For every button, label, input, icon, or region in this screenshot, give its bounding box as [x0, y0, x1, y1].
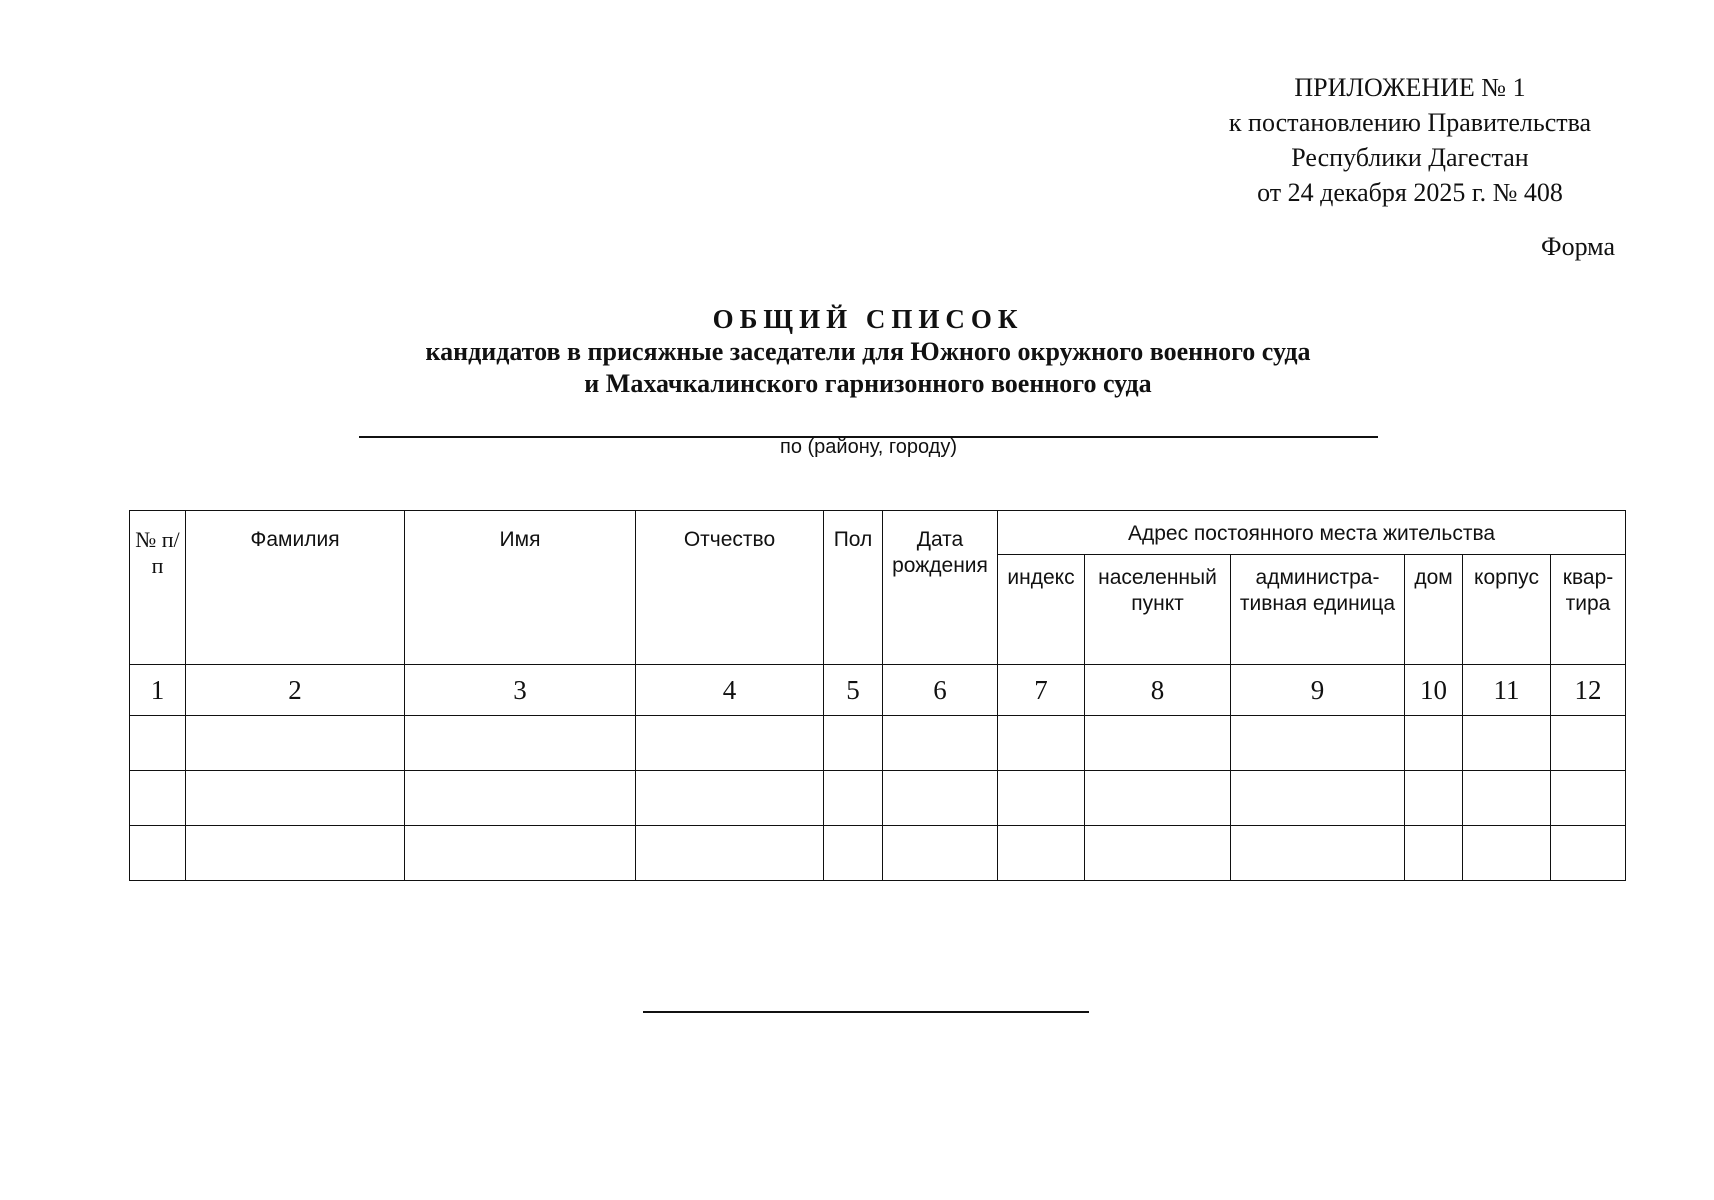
blank-cell[interactable]	[636, 826, 824, 881]
column-number: 12	[1551, 665, 1626, 716]
column-number: 3	[405, 665, 636, 716]
blank-cell[interactable]	[998, 716, 1085, 771]
header-name: Имя	[405, 511, 636, 665]
appendix-resolution: к постановлению Правительства	[1228, 108, 1592, 137]
blank-cell[interactable]	[186, 826, 405, 881]
signature-line	[643, 1011, 1089, 1013]
header-row-1	[130, 511, 1626, 555]
blank-cell[interactable]	[883, 771, 998, 826]
blank-cell[interactable]	[405, 716, 636, 771]
column-number: 4	[636, 665, 824, 716]
document-title	[300, 302, 1436, 400]
blank-cell[interactable]	[1231, 826, 1405, 881]
table-row	[130, 771, 1626, 826]
column-number: 11	[1463, 665, 1551, 716]
column-number: 10	[1405, 665, 1463, 716]
column-number-row	[130, 665, 1626, 716]
header-patronymic: Отчество	[636, 511, 824, 665]
header-num: № п/п	[130, 511, 186, 665]
blank-cell[interactable]	[824, 826, 883, 881]
table-row	[130, 826, 1626, 881]
appendix-date: от 24 декабря 2025 г. № 408	[1257, 178, 1563, 207]
blank-cell[interactable]	[186, 716, 405, 771]
table-row	[130, 716, 1626, 771]
header-building: корпус	[1463, 555, 1551, 665]
title-main: ОБЩИЙ СПИСОК	[712, 304, 1024, 334]
blank-cell[interactable]	[130, 716, 186, 771]
blank-cell[interactable]	[130, 826, 186, 881]
blank-cell[interactable]	[405, 771, 636, 826]
blank-cell[interactable]	[1085, 826, 1231, 881]
column-number: 6	[883, 665, 998, 716]
title-subtitle-1: кандидатов в присяжные заседатели для Южного окружного военного суда	[425, 337, 1311, 366]
header-locality: населенный пункт	[1085, 555, 1231, 665]
title-subtitle-2: и Махачкалинского гарнизонного военного суда	[584, 369, 1152, 398]
header-birth-date: Дата рождения	[883, 511, 998, 665]
district-fill-caption: по (району, городу)	[780, 436, 957, 458]
blank-cell[interactable]	[1085, 771, 1231, 826]
appendix-republic: Республики Дагестан	[1291, 143, 1529, 172]
blank-cell[interactable]	[130, 771, 186, 826]
blank-cell[interactable]	[1551, 716, 1626, 771]
blank-cell[interactable]	[1085, 716, 1231, 771]
column-number: 2	[186, 665, 405, 716]
blank-cell[interactable]	[1463, 716, 1551, 771]
header-address: Адрес постоянного места жительства	[998, 511, 1626, 555]
column-number: 7	[998, 665, 1085, 716]
blank-cell[interactable]	[636, 716, 824, 771]
form-label: Форма	[1541, 232, 1615, 261]
blank-cell[interactable]	[636, 771, 824, 826]
blank-cell[interactable]	[1405, 716, 1463, 771]
blank-cell[interactable]	[1405, 826, 1463, 881]
header-admin-unit: администра-тивная единица	[1231, 555, 1405, 665]
header-apartment: квар-тира	[1551, 555, 1626, 665]
blank-cell[interactable]	[824, 716, 883, 771]
blank-cell[interactable]	[824, 771, 883, 826]
header-sex: Пол	[824, 511, 883, 665]
header-surname: Фамилия	[186, 511, 405, 665]
header-index: индекс	[998, 555, 1085, 665]
appendix-number: ПРИЛОЖЕНИЕ № 1	[1294, 73, 1526, 102]
blank-cell[interactable]	[1405, 771, 1463, 826]
blank-cell[interactable]	[1231, 771, 1405, 826]
blank-cell[interactable]	[1463, 826, 1551, 881]
candidates-table	[129, 510, 1626, 881]
blank-cell[interactable]	[883, 716, 998, 771]
blank-cell[interactable]	[998, 771, 1085, 826]
blank-cell[interactable]	[998, 826, 1085, 881]
column-number: 1	[130, 665, 186, 716]
blank-cell[interactable]	[405, 826, 636, 881]
header-house: дом	[1405, 555, 1463, 665]
column-number: 9	[1231, 665, 1405, 716]
blank-cell[interactable]	[1551, 771, 1626, 826]
column-number: 8	[1085, 665, 1231, 716]
appendix-block	[1180, 70, 1640, 210]
blank-cell[interactable]	[1231, 716, 1405, 771]
blank-cell[interactable]	[1551, 826, 1626, 881]
column-number: 5	[824, 665, 883, 716]
blank-cell[interactable]	[883, 826, 998, 881]
blank-cell[interactable]	[1463, 771, 1551, 826]
blank-cell[interactable]	[186, 771, 405, 826]
